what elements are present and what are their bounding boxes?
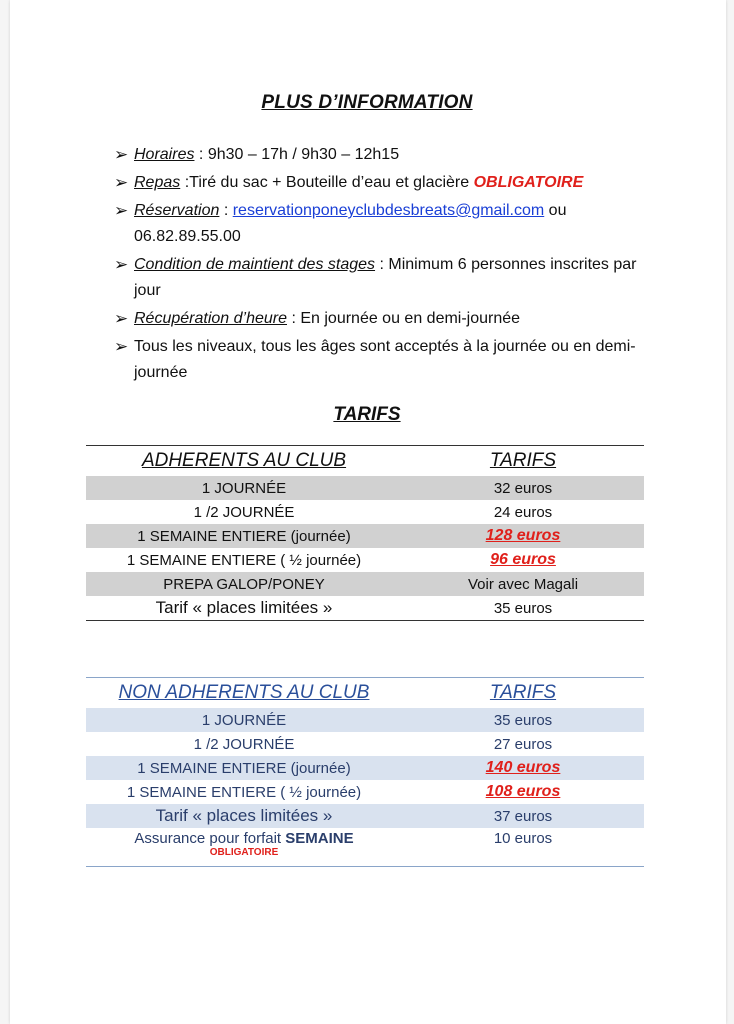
info-list — [114, 142, 654, 388]
row-label: 1 SEMAINE ENTIERE (journée) — [86, 756, 402, 780]
recuperation-label: Récupération d’heure — [134, 310, 287, 327]
table-row — [86, 476, 644, 500]
table-row — [86, 596, 644, 621]
horaires-sep: : — [194, 146, 208, 163]
adherents-table — [86, 445, 644, 621]
row-price: 24 euros — [493, 503, 553, 521]
header-category: ADHERENTS AU CLUB — [141, 450, 347, 471]
condition-text: Minimum 6 personnes inscrites par jour — [134, 256, 637, 299]
row-label: 1 SEMAINE ENTIERE ( ½ journée) — [126, 783, 362, 801]
tarifs-heading: TARIFS — [333, 404, 401, 425]
assurance-semaine: SEMAINE — [285, 830, 354, 847]
info-item-recuperation — [114, 306, 654, 332]
info-item-niveaux — [114, 334, 654, 386]
row-price: 37 euros — [402, 804, 644, 828]
row-label: PREPA GALOP/PONEY — [86, 572, 402, 596]
row-label: 1 SEMAINE ENTIERE ( ½ journée) — [126, 551, 362, 569]
table-row — [86, 804, 644, 828]
info-item-repas — [114, 170, 654, 196]
row-price: 27 euros — [493, 735, 553, 753]
price-highlight: 108 euros — [485, 783, 561, 800]
repas-label: Repas — [134, 174, 181, 191]
table-row — [86, 548, 644, 572]
info-item-reservation — [114, 198, 654, 250]
horaires-text: 9h30 – 17h / 9h30 – 12h15 — [207, 146, 400, 163]
row-label: 1 /2 JOURNÉE — [193, 503, 295, 521]
repas-text: Tiré du sac + Bouteille d’eau et glacière — [189, 174, 474, 191]
row-price: 35 euros — [493, 599, 553, 617]
niveaux-text: Tous les niveaux, tous les âges sont acceptés à la journée ou en demi-journée — [134, 338, 636, 381]
row-price: Voir avec Magali — [402, 572, 644, 596]
arrow-bullet-icon: ➢ — [114, 309, 129, 328]
row-label — [86, 828, 402, 867]
arrow-bullet-icon: ➢ — [114, 201, 129, 220]
arrow-bullet-icon: ➢ — [114, 173, 129, 192]
recuperation-sep: : — [287, 310, 301, 327]
condition-sep: : — [375, 256, 389, 273]
row-price: 10 euros — [493, 830, 553, 847]
row-label: 1 JOURNÉE — [86, 708, 402, 732]
table-row — [86, 828, 644, 867]
price-highlight: 140 euros — [485, 759, 561, 776]
row-price: 35 euros — [402, 708, 644, 732]
arrow-bullet-icon: ➢ — [114, 337, 129, 356]
repas-sep: : — [180, 174, 190, 191]
row-label: Tarif « places limitées » — [155, 598, 333, 617]
header-price: TARIFS — [489, 682, 557, 703]
table-row — [86, 708, 644, 732]
recuperation-text: En journée ou en demi-journée — [300, 310, 521, 327]
price-highlight: 96 euros — [490, 551, 556, 568]
table-row — [86, 572, 644, 596]
row-price: 32 euros — [402, 476, 644, 500]
arrow-bullet-icon: ➢ — [114, 145, 129, 164]
page-title: PLUS D’INFORMATION — [261, 92, 473, 113]
header-price: TARIFS — [489, 450, 557, 471]
table-row — [86, 780, 644, 804]
reservation-email-link[interactable]: reservationponeyclubdesbreats@gmail.com — [232, 202, 545, 219]
reservation-sep: : — [219, 202, 233, 219]
horaires-label: Horaires — [134, 146, 195, 163]
table-header-row — [86, 678, 644, 709]
table-header-row — [86, 446, 644, 477]
repas-obligatoire: OBLIGATOIRE — [473, 174, 584, 191]
table-row — [86, 732, 644, 756]
reservation-phone: ou 06.82.89.55.00 — [134, 202, 567, 245]
assurance-obligatoire: OBLIGATOIRE — [209, 847, 279, 858]
non-adherents-table — [86, 677, 644, 867]
assurance-text: Assurance pour forfait — [134, 830, 286, 847]
row-label: 1 JOURNÉE — [86, 476, 402, 500]
condition-label: Condition de maintient des stages — [134, 256, 376, 273]
reservation-label: Réservation — [134, 202, 220, 219]
row-price — [402, 756, 644, 780]
row-price — [402, 548, 644, 572]
info-item-condition — [114, 252, 654, 304]
price-highlight: 128 euros — [485, 527, 561, 544]
arrow-bullet-icon: ➢ — [114, 255, 129, 274]
row-label: 1 /2 JOURNÉE — [193, 735, 295, 753]
row-price — [402, 524, 644, 548]
info-item-horaires — [114, 142, 654, 168]
row-price — [402, 780, 644, 804]
row-label: 1 SEMAINE ENTIERE (journée) — [86, 524, 402, 548]
table-row — [86, 756, 644, 780]
table-row — [86, 500, 644, 524]
header-category: NON ADHERENTS AU CLUB — [118, 682, 370, 703]
table-row — [86, 524, 644, 548]
row-label: Tarif « places limitées » — [86, 804, 402, 828]
